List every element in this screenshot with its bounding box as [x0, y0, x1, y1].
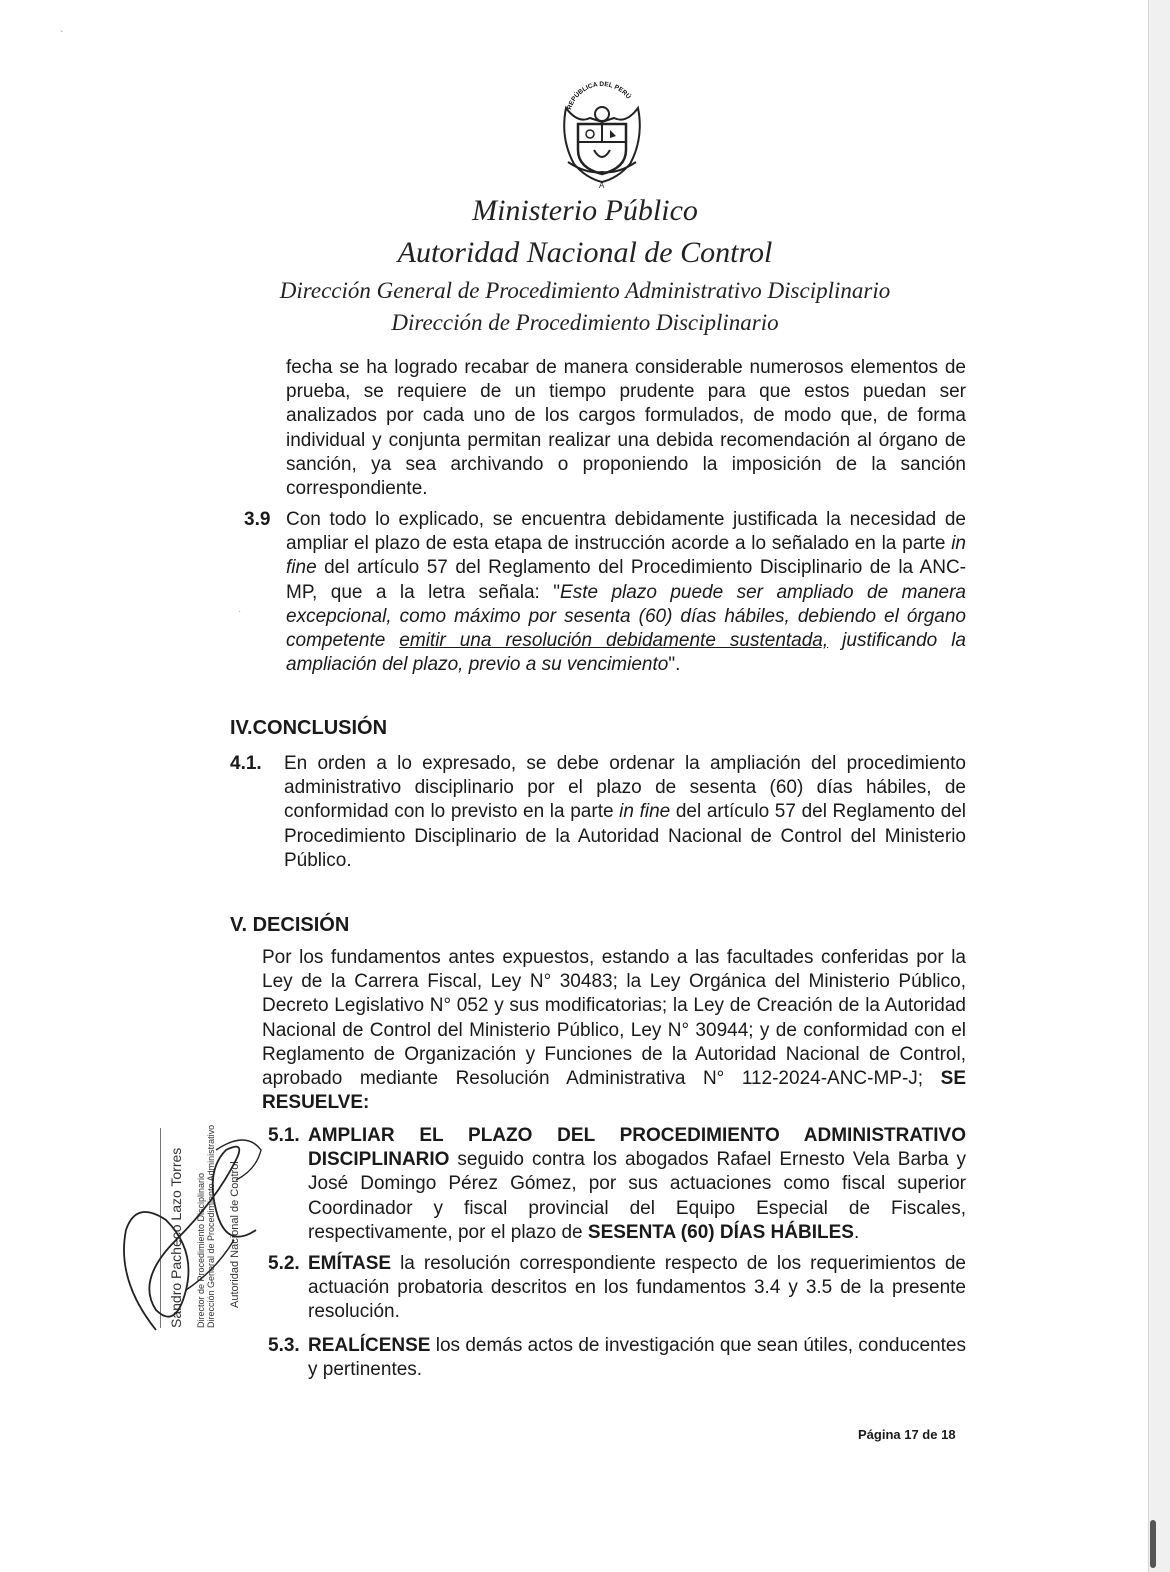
signature-role: Dirección General de Procedimiento Administrativo [206, 1124, 216, 1328]
signature-role: Director de Procedimiento Disciplinario [196, 1172, 206, 1328]
paragraph-4-1: En orden a lo expresado, se debe ordenar la ampliación del procedimiento administrativo disciplinario por el plazo de sesenta (60) días hábiles, de conformidad con lo previsto en la parte in fine del artículo 57 del Reglamento del Procedimiento Disciplinario de la Autoridad Nacional de Control del Ministerio Público. [284, 753, 966, 871]
item-number: 5.2. [268, 1253, 300, 1274]
header-ministry: Ministerio Público [472, 194, 698, 227]
scan-speck: ` [60, 30, 64, 41]
item-number: 3.9 [244, 509, 271, 530]
paragraph-5-3: REALÍCENSE los demás actos de investigación que sean útiles, conducentes y pertinentes. [308, 1335, 966, 1381]
page-number: Página 17 de 18 [858, 1427, 956, 1442]
signature-name: Sandro Pacheco Lazo Torres [168, 1147, 184, 1328]
paragraph-continued: fecha se ha logrado recabar de manera considerable numerosos elementos de prueba, se requiere de un tiempo prudente para que estos puedan ser analizados por cada uno de los cargos formulados, de modo que, de forma individual y conjunta permitan realizar una debida recomendación al órgano de sanción, ya sea archivando o proponiendo la imposición de la sanción correspondiente. [286, 357, 966, 500]
paragraph-5-2: EMÍTASE la resolución correspondiente respecto de los requerimientos de actuación probatoria descritos en los fundamentos 3.4 y 3.5 de la presente resolución. [308, 1253, 966, 1323]
paragraph-decision: Por los fundamentos antes expuestos, estando a las facultades conferidas por la Ley de la Carrera Fiscal, Ley N° 30483; la Ley Orgánica del Ministerio Público, Decreto Legislativo N° 052 y sus modificatorias; la Ley de Creación de la Autoridad Nacional de Control del Ministerio Público, Ley N° 30944; y de conformidad con el Reglamento de Organización y Funciones de la Autoridad Nacional de Control, aprobado mediante Resolución Administrativa N° 112-2024-ANC-MP-J; SE RESUELVE: [262, 947, 966, 1114]
handwritten-signature [116, 1120, 266, 1340]
svg-text:REPÚBLICA DEL PERÚ [566, 81, 633, 111]
header-general-direction: Dirección General de Procedimiento Administrativo Disciplinario [279, 278, 891, 303]
section-decision-title: V. DECISIÓN [230, 914, 350, 936]
section-conclusion-title: IV.CONCLUSIÓN [230, 717, 388, 739]
item-number: 5.1. [268, 1125, 300, 1146]
header-authority: Autoridad Nacional de Control [397, 236, 773, 269]
scrollbar-thumb[interactable] [1150, 1520, 1156, 1568]
item-number: 4.1. [230, 753, 262, 774]
signature-role: Autoridad Nacional de Control [229, 1161, 241, 1308]
svg-text:A: A [599, 181, 605, 190]
seal-text: REPÚBLICA DEL PERÚ [566, 80, 632, 111]
paragraph-5-1: AMPLIAR EL PLAZO DEL PROCEDIMIENTO ADMINISTRATIVO DISCIPLINARIO seguido contra los abogados Rafael Ernesto Vela Barba y José Domingo Pérez Gómez, por sus actuaciones como fiscal superior Coordinador y fiscal provincial del Equipo Especial de Fiscales, respectivamente, por el plazo de SESENTA (60) DÍAS HÁBILES. [308, 1125, 966, 1243]
scan-speck: · [238, 606, 242, 617]
coat-of-arms-seal [556, 78, 648, 190]
item-number: 5.3. [268, 1335, 300, 1356]
paragraph-3-9: Con todo lo explicado, se encuentra debidamente justificada la necesidad de ampliar el plazo de esta etapa de instrucción acorde a lo señalado en la parte in fine del artículo 57 del Reglamento del Procedimiento Disciplinario de la ANC-MP, que a la letra señala: "Este plazo puede ser ampliado de manera excepcional, como máximo por sesenta (60) días hábiles, debiendo el órgano competente emitir una resolución debidamente sustentada, justificando la ampliación del plazo, previo a su vencimiento". [286, 509, 966, 676]
header-direction: Dirección de Procedimiento Disciplinario [391, 310, 779, 335]
